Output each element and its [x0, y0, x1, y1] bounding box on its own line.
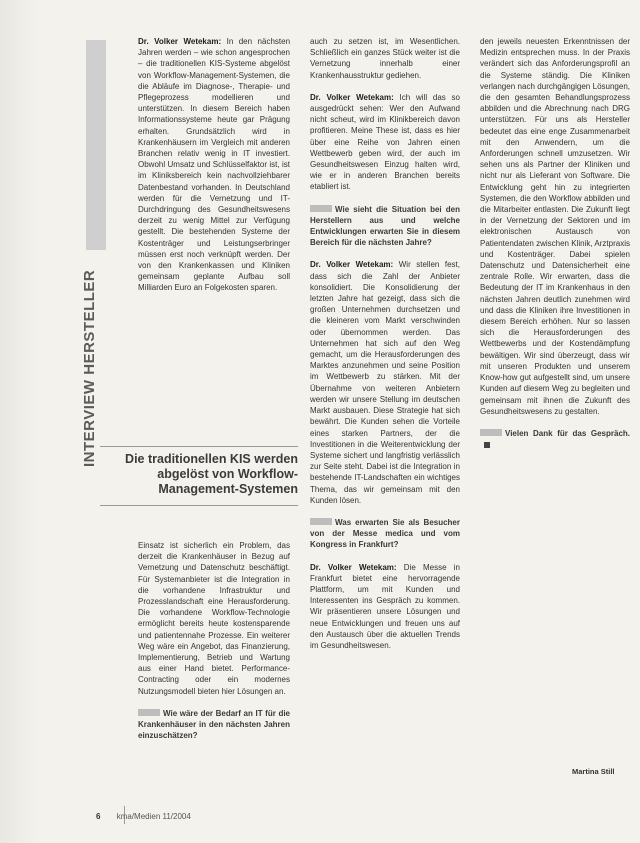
column-2	[310, 36, 460, 662]
paragraph	[480, 36, 630, 417]
question-text: Vielen Dank für das Gespräch.	[505, 428, 630, 438]
question-text: Was erwarten Sie als Besucher von der Messe medica und vom Kongress in Frankfurt?	[310, 517, 460, 550]
speaker-name: Dr. Volker Wetekam:	[310, 562, 397, 572]
question-marker	[480, 429, 502, 436]
paragraph	[138, 36, 290, 294]
speaker-name: Dr. Volker Wetekam:	[310, 260, 394, 270]
publication-name: kma/Medien 11/2004	[116, 812, 191, 821]
answer-text: Einsatz ist sicherlich ein Problem, das derzeit die Krankenhäuser in Bezug auf Vernetzung und Datenschutz beschäftigt. Für Systemanbieter ist die Integration in die vorhandene Infrastruktur und Prozesslandschaft eine Herausforderung. Die vorhandene Workflow-Technologie ermöglicht bereits heute kostensparende und patientennahe Prozesse. Ein weiterer Weg wäre ein Angebot, das Finanzierung, Implementierung, Betrieb und Wartung aus einer Hand bietet. Performance-Contracting oder ein modernes Nutzungsmodell bieten hier Lösungen an.	[138, 541, 290, 696]
question-marker	[310, 205, 332, 212]
speaker-name: Dr. Volker Wetekam:	[138, 37, 222, 46]
question-marker	[310, 518, 332, 525]
paragraph	[310, 36, 460, 81]
paragraph	[138, 708, 290, 742]
speaker-name: Dr. Volker Wetekam:	[310, 92, 394, 102]
paragraph	[310, 92, 460, 193]
answer-text: Ich will das so ausgedrückt sehen: Wer den Aufwand nicht scheut, wird im Klinikbereich davon profitieren. Meine These ist, dass es hier über eine Reihe von Jahren einen Wettbewerb geben wird, der auch im Gesundheitswesen Einzug halten wird, wie er in anderen Branchen bereits etabliert ist.	[310, 92, 460, 192]
paragraph	[138, 540, 290, 697]
headline-rule-bottom	[100, 505, 298, 506]
section-tab	[86, 40, 106, 250]
answer-text: Die Messe in Frankfurt bietet eine hervorragende Plattform, um mit Kunden und Interessenten ins Gespräch zu kommen. Wir präsentieren unsere Lösungen und neue Entwicklungen und freuen uns auf den Austausch über die aktuellen Trends im Gesundheitswesen.	[310, 562, 460, 650]
question-text: Wie wäre der Bedarf an IT für die Krankenhäuser in den nächsten Jahren einzuschätzen?	[138, 708, 290, 741]
paragraph	[310, 204, 460, 249]
paragraph	[480, 428, 630, 450]
question-text: Wie sieht die Situation bei den Herstellern aus und welche Entwicklungen erwarten Sie in diesem Bereich für die nächsten Jahre?	[310, 204, 460, 248]
question-marker	[138, 709, 160, 716]
paragraph	[310, 562, 460, 652]
headline-rule-top	[100, 446, 298, 447]
page-footer	[96, 812, 191, 821]
column-1-bottom	[138, 540, 290, 752]
column-3	[480, 36, 630, 461]
column-1-top	[138, 36, 290, 305]
answer-text: In den nächsten Jahren werden – wie schon angesprochen – die traditionellen KIS-Systeme abgelöst von Workflow-Management-Systemen, die die Abläufe im Diagnose-, Therapie- und Pflegeprozess modellieren und unterstützen. In diesem Bereich haben Informationssysteme heute gar Prägung erhalten. Grundsätzlich wird in Krankenhäusern im Vergleich mit anderen Branchen relativ wenig in IT investiert. Obwohl Umsatz und Schlüsselfaktor ist, ist im Kliniksbereich kein nachvollziehbarer Datenbestand vorhanden. In Deutschland werden für die Vernetzung und IT-Durchdringung des Gesundheitswesens derzeit zu wenig Mittel zur Verfügung gestellt. Die bestehenden Systeme der Kostenträger und Leistungserbringer müssen erst noch verknüpft werden. Der von den Krankenkassen und Kliniken gemeinsam geplante Aufbau soll Milliarden Euro an Folgekosten sparen.	[138, 37, 290, 293]
answer-text: Wir stellen fest, dass sich die Zahl der Anbieter konsolidiert. Die Konsolidierung der letzten Jahre hat gezeigt, dass sich die großen Unternehmen durchsetzen und die kleineren vom Markt verschwinden oder übernommen werden. Das Unternehmen hat sich auf den Weg gemacht, um die Herausforderungen des Marktes anzunehmen und seine Position im Wettbewerb zu stärken. Mit der Übernahme von weiteren Anbietern werden wir unsere Stellung im deutschen Markt ausbauen. Diese Strategie hat sich bewährt. Die Kunden sehen die Vorteile eines starken Partners, der die Investitionen in die Weiterentwicklung der Systeme sichert und langfristig verlässlich zur Seite steht. Dabei ist die Integration in bestehende IT-Landschaften ein wichtiges Thema, das wir gemeinsam mit den Kunden lösen.	[310, 260, 460, 505]
end-mark	[484, 442, 490, 448]
answer-text: auch zu setzen ist, im Wesentlichen. Schließlich ein ganzes Stück weiter ist die Vernetzung innerhalb einer Krankenhausstruktur gediehen.	[310, 37, 460, 80]
page-number: 6	[96, 812, 101, 821]
headline: Die traditionellen KIS werden abgelöst von Workflow-Management-Systemen	[125, 452, 298, 496]
paragraph	[310, 517, 460, 551]
paragraph	[310, 259, 460, 505]
answer-text: den jeweils neuesten Erkenntnissen der Medizin entsprechen muss. In der Praxis verändert sich das Anforderungsprofil an die Systeme ständig. Die Kliniken verlangen nach durchgängigen Lösungen, die den gesamten Behandlungsprozess abbilden und die Abrechnung nach DRG unterstützen. Für uns als Hersteller bedeutet das eine enge Zusammenarbeit mit den Anwendern, um die Anforderungen schnell umzusetzen. Wir sehen uns als Partner der Kliniken und nicht nur als Lieferant von Software. Die Entwicklung geht hin zu integrierten Systemen, die den Workflow abbilden und die Mitarbeiter entlasten. Die Zukunft liegt in der Vernetzung der Sektoren und im elektronischen Austausch von Patientendaten zwischen Klinik, Arztpraxis und Kostenträger. Dabei spielen Datenschutz und Datensicherheit eine zentrale Rolle. Wir erwarten, dass die Bedeutung der IT im Krankenhaus in den nächsten Jahren deutlich zunehmen wird und dass die Kliniken ihre Investitionen in diesem Bereich erhöhen. Nur so lassen sich die Herausforderungen des Wettbewerbs und der Kostendämpfung bewältigen. Wir sind überzeugt, dass wir mit unseren Produkten und unserem Know-how gut aufgestellt sind, um unsere Kunden auf diesem Weg zu begleiten und gemeinsam mit ihnen die Zukunft des Gesundheitswesens zu gestalten.	[480, 37, 630, 416]
author-name: Martina Still	[572, 767, 615, 776]
section-label: INTERVIEW HERSTELLER	[81, 269, 98, 467]
